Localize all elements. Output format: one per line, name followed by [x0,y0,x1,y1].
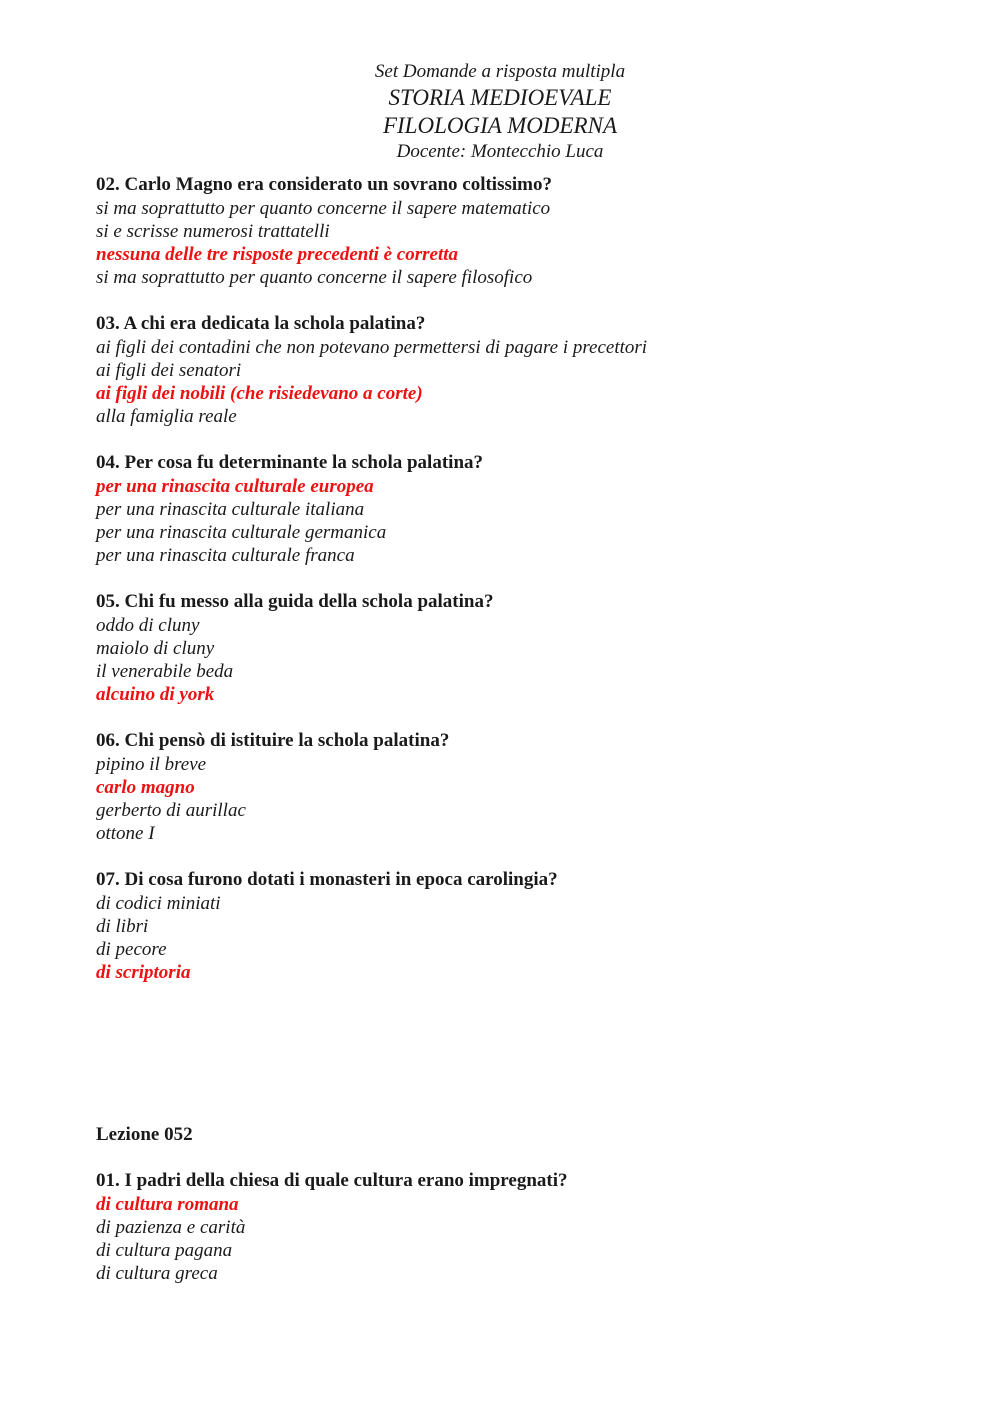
correct-answer: di cultura romana [96,1194,239,1215]
answer-option: di pecore [96,939,167,960]
answer-option: si e scrisse numerosi trattatelli [96,221,330,242]
question-block [96,451,916,567]
correct-answer: per una rinascita culturale europea [96,476,374,497]
answer-option: il venerabile beda [96,661,234,682]
document-body [96,173,916,1308]
answer-option: per una rinascita culturale franca [96,545,355,566]
answer-option: si ma soprattutto per quanto concerne il sapere matematico [96,198,551,219]
answer-option: di libri [96,916,149,937]
correct-answer: nessuna delle tre risposte precedenti è corretta [96,244,459,265]
question-title: 05. Chi fu messo alla guida della schola palatina? [96,591,494,612]
question-list [96,173,916,984]
correct-answer: ai figli dei nobili (che risiedevano a corte) [96,383,423,404]
degree-title: FILOLOGIA MODERNA [382,113,618,138]
lesson-heading: Lezione 052 [96,1124,193,1145]
answer-option: maiolo di cluny [96,638,215,659]
answer-option: pipino il breve [96,754,207,775]
question-block [96,1169,916,1285]
section-gap [96,1007,916,1123]
question-title: 07. Di cosa furono dotati i monasteri in epoca carolingia? [96,869,558,890]
question-title: 06. Chi pensò di istituire la schola palatina? [96,730,450,751]
correct-answer: alcuino di york [96,684,215,705]
question-block [96,312,916,428]
answer-option: di cultura greca [96,1263,218,1284]
question-title: 04. Per cosa fu determinante la schola palatina? [96,452,484,473]
answer-option: di cultura pagana [96,1240,233,1261]
answer-option: si ma soprattutto per quanto concerne il sapere filosofico [96,267,533,288]
answer-option: gerberto di aurillac [96,800,246,821]
question-block [96,173,916,289]
correct-answer: carlo magno [96,777,195,798]
correct-answer: di scriptoria [96,962,191,983]
header-subtitle: Set Domande a risposta multipla [374,61,626,82]
question-block [96,590,916,706]
answer-option: alla famiglia reale [96,406,237,427]
answer-option: per una rinascita culturale germanica [96,522,387,543]
answer-option: per una rinascita culturale italiana [96,499,365,520]
question-block [96,729,916,845]
answer-option: ai figli dei senatori [96,360,242,381]
question-block [96,868,916,984]
question-title: 03. A chi era dedicata la schola palatina? [96,313,426,334]
teacher-name: Docente: Montecchio Luca [396,141,604,162]
lesson-question-list [96,1169,916,1285]
answer-option: di codici miniati [96,893,221,914]
question-title: 01. I padri della chiesa di quale cultura erano impregnati? [96,1170,568,1191]
document-header [0,60,1000,164]
question-title: 02. Carlo Magno era considerato un sovrano coltissimo? [96,174,552,195]
answer-option: di pazienza e carità [96,1217,246,1238]
answer-option: oddo di cluny [96,615,200,636]
answer-option: ai figli dei contadini che non potevano permettersi di pagare i precettori [96,337,648,358]
course-title: STORIA MEDIOEVALE [388,85,612,110]
answer-option: ottone I [96,823,155,844]
